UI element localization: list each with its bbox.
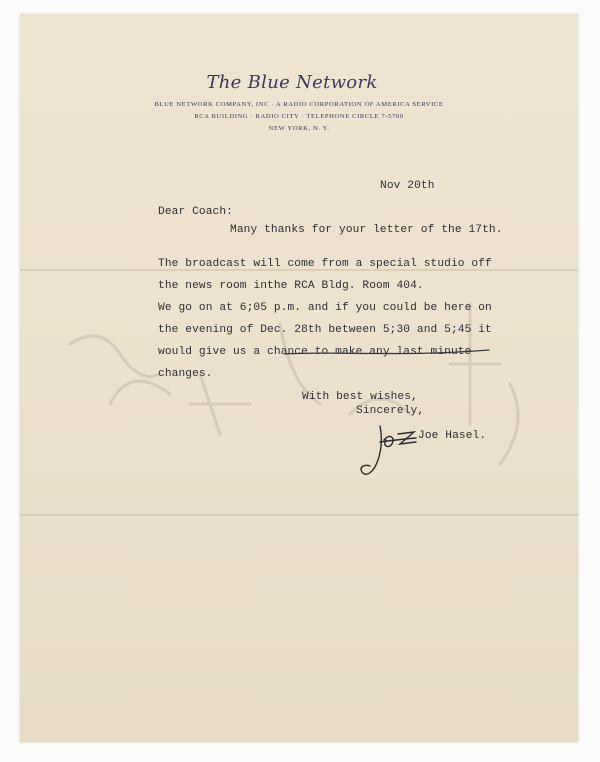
handwritten-underline	[283, 348, 493, 358]
letter-body-line: the news room inthe RCA Bldg. Room 404.	[158, 280, 424, 292]
handwritten-signature	[358, 422, 418, 484]
letter-opening-line: Many thanks for your letter of the 17th.	[230, 224, 503, 236]
letter-date: Nov 20th	[380, 180, 435, 192]
signature-typed-name: Joe Hasel.	[418, 430, 487, 442]
letter-body-line: The broadcast will come from a special studio off	[158, 258, 492, 270]
letter-body-line: changes.	[158, 368, 213, 380]
letter-paper	[20, 14, 578, 742]
letterhead-company-line: BLUE NETWORK COMPANY, INC · A RADIO CORPORATION OF AMERICA SERVICE	[154, 101, 444, 108]
letterhead	[20, 72, 578, 135]
letter-closing-sincerely: Sincerely,	[356, 405, 425, 417]
letter-salutation: Dear Coach:	[158, 206, 233, 218]
letterhead-brand-logo: The Blue Network	[206, 72, 378, 93]
letter-body-line: We go on at 6;05 p.m. and if you could be here on	[158, 302, 492, 314]
letterhead-address-line: RCA BUILDING · RADIO CITY · TELEPHONE CIRCLE 7-5700	[194, 113, 404, 120]
letterhead-city-line: NEW YORK, N. Y.	[268, 125, 330, 132]
letter-body-line: the evening of Dec. 28th between 5;30 and 5;45 it	[158, 324, 492, 336]
letter-body-line: would give us a chance to make any last minute	[158, 346, 472, 358]
letter-closing-wishes: With best wishes,	[302, 391, 418, 403]
reverse-side-bleed-through	[50, 284, 550, 484]
fold-crease-lower	[20, 514, 578, 516]
